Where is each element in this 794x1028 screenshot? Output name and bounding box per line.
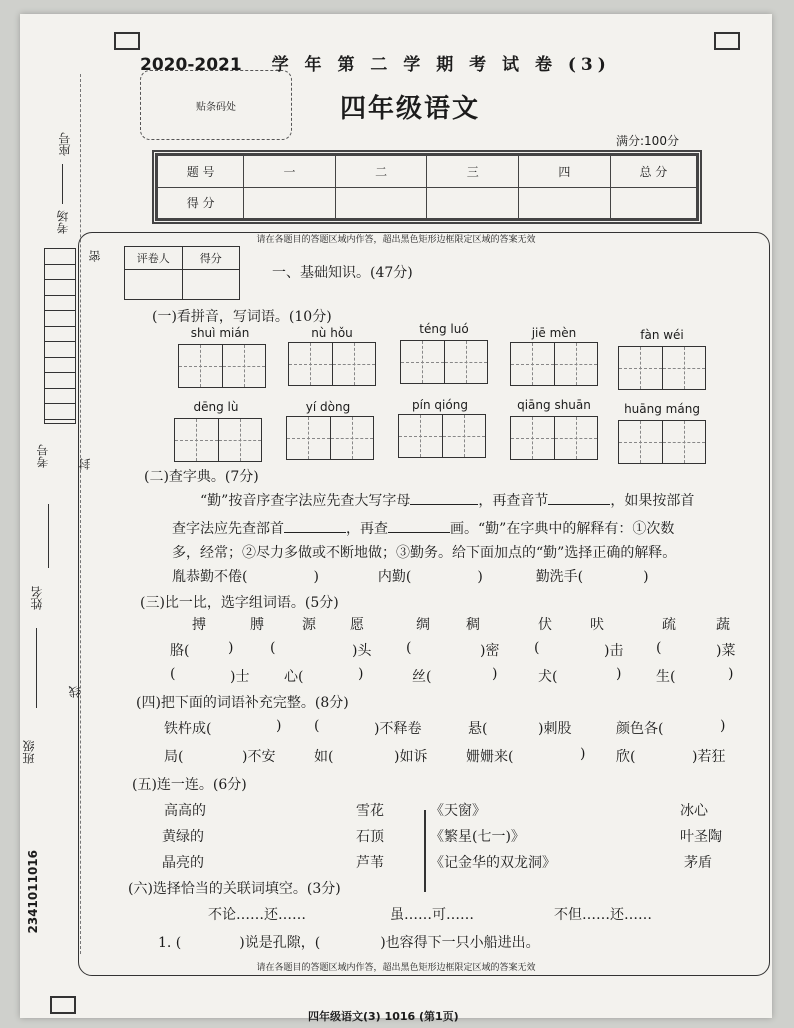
part4-title: (四)把下面的词语补充完整。(8分) — [136, 695, 349, 711]
text: )说是孔隙，( — [239, 935, 321, 951]
match-right[interactable]: 雪花 — [356, 803, 384, 819]
grader-label: 评卷人 — [125, 247, 183, 269]
part5-title: (五)连一连。(6分) — [132, 777, 247, 793]
pinyin: yí dòng — [305, 400, 351, 414]
match-right[interactable]: 石顶 — [356, 829, 384, 845]
notice-bottom: 请在各题目的答题区域内作答，超出黑色矩形边框限定区域的答案无效 — [256, 963, 536, 973]
writing-grid[interactable] — [398, 414, 486, 458]
author-name[interactable]: 茅盾 — [684, 855, 712, 871]
name-line — [36, 628, 37, 708]
seat-line — [62, 164, 63, 204]
text: 查字法应先查部首 — [172, 521, 284, 537]
char-option: 吠 — [590, 617, 604, 633]
part2-title: (二)查字典。(7分) — [144, 469, 259, 485]
word-item: )头 — [352, 643, 372, 659]
score-cell[interactable] — [519, 187, 611, 219]
idiom-item: 铁杵成( — [164, 721, 212, 737]
char-option: 伏 — [538, 617, 552, 633]
text: ，再查音节 — [478, 493, 549, 509]
text: “勤”按音序查字法应先查大写字母 — [200, 493, 411, 509]
score-header-cell: 题 号 — [158, 156, 244, 188]
seal-char-mi: 密 — [88, 250, 102, 262]
exam-name: 学 年 第 二 学 期 考 试 卷 (3) — [271, 55, 611, 75]
word-item: )击 — [604, 643, 624, 659]
class-label: 班级 — [22, 740, 36, 764]
word-item: ( — [170, 666, 176, 682]
idiom-item: 悬( — [468, 721, 488, 737]
word-item: ( — [534, 640, 540, 656]
idiom-item: 颜色各( — [616, 721, 664, 737]
char-option: 绸 — [416, 617, 430, 633]
registration-mark-bottom-left — [50, 996, 76, 1014]
word-item: 心( — [284, 669, 304, 685]
registration-mark-top-right — [714, 32, 740, 50]
word-item: ( — [656, 640, 662, 656]
grader-box — [124, 246, 240, 300]
author-name[interactable]: 叶圣陶 — [680, 829, 722, 845]
question-6-1 — [158, 932, 540, 952]
writing-grid[interactable] — [510, 416, 598, 460]
conjunction-option: 不但……还…… — [554, 907, 652, 923]
pinyin: qiāng shuān — [517, 398, 591, 412]
idiom-item: 欣( — [616, 749, 636, 765]
score-cell[interactable] — [244, 187, 336, 219]
char-option: 膊 — [250, 617, 264, 633]
word-item: ) — [358, 666, 364, 682]
word-item: ) — [228, 640, 234, 656]
idiom-item: )刺股 — [538, 721, 572, 737]
text: 画。“勤”在字典中的解释有：①次数 — [450, 521, 675, 537]
answer-blank[interactable] — [388, 532, 450, 533]
word-item: ( — [270, 640, 276, 656]
idiom-item: 局( — [164, 749, 184, 765]
word-item: ) — [492, 666, 498, 682]
book-title[interactable]: 《记金华的双龙洞》 — [430, 855, 556, 871]
match-divider — [424, 810, 426, 892]
section1-title: 一、基础知识。(47分) — [272, 265, 413, 281]
part1-title: (一)看拼音，写词语。(10分) — [152, 309, 332, 325]
score-row-label: 得 分 — [158, 187, 244, 219]
pinyin: dēng lù — [193, 400, 239, 414]
char-option: 稠 — [466, 617, 480, 633]
word-item: )菜 — [716, 643, 736, 659]
text: ) — [313, 569, 319, 585]
pinyin: téng luó — [419, 322, 469, 336]
seal-char-feng: 封 — [78, 458, 92, 470]
exam-number-boxes[interactable] — [44, 248, 76, 424]
page-footer: 四年级语文(3) 1016 (第1页) — [308, 1010, 459, 1023]
pinyin: shuì mián — [190, 326, 250, 340]
full-score: 满分:100分 — [616, 134, 679, 148]
score-header-cell: 三 — [427, 156, 519, 188]
word-item: 胳( — [170, 643, 190, 659]
barcode-area — [140, 70, 292, 140]
pinyin: jiē mèn — [531, 326, 577, 340]
char-option: 搏 — [192, 617, 206, 633]
school-year: 2020-2021 — [140, 55, 242, 75]
char-option: 源 — [302, 617, 316, 633]
idiom-item: )如诉 — [394, 749, 428, 765]
text: )也容得下一只小船进出。 — [380, 935, 540, 951]
registration-mark-top-left — [114, 32, 140, 50]
notice-top: 请在各题目的答题区域内作答，超出黑色矩形边框限定区域的答案无效 — [256, 235, 536, 245]
writing-grid[interactable] — [400, 340, 488, 384]
char-option: 疏 — [662, 617, 676, 633]
writing-grid[interactable] — [288, 342, 376, 386]
idiom-item: )不释卷 — [374, 721, 422, 737]
part6-title: (六)选择恰当的关联词填空。(3分) — [128, 881, 341, 897]
word-item: )密 — [480, 643, 500, 659]
match-left[interactable]: 晶亮的 — [162, 855, 204, 871]
text: 勤洗手( — [535, 569, 584, 585]
writing-grid[interactable] — [618, 346, 706, 390]
char-option: 愿 — [350, 617, 364, 633]
word-item: 犬( — [538, 669, 558, 685]
idiom-item: )不安 — [242, 749, 276, 765]
conjunction-option: 不论……还…… — [208, 907, 306, 923]
part2-line3: 多，经常；②尽力多做或不断地做；③勤务。给下面加点的“勤”选择正确的解释。 — [172, 545, 677, 561]
word-item: )士 — [230, 669, 250, 685]
room-label: 考场 — [56, 210, 70, 234]
grader-score-label: 得分 — [199, 252, 222, 265]
pinyin: huāng máng — [624, 402, 700, 416]
word-item: ( — [406, 640, 412, 656]
text: 内勤( — [377, 569, 412, 585]
book-title[interactable]: 《繁星(七一)》 — [430, 829, 525, 845]
answer-blank[interactable] — [548, 504, 610, 505]
book-title[interactable]: 《天窗》 — [430, 803, 486, 819]
text: 胤恭勤不倦( — [172, 569, 248, 585]
score-cell[interactable] — [335, 187, 427, 219]
match-left[interactable]: 黄绿的 — [162, 829, 204, 845]
writing-grid[interactable] — [286, 416, 374, 460]
part2-line2 — [172, 518, 674, 538]
idiom-item: ) — [720, 718, 726, 734]
text: ) — [643, 569, 649, 585]
part2-line1 — [200, 490, 694, 510]
idiom-item: ) — [580, 746, 586, 762]
score-header-cell: 四 — [519, 156, 611, 188]
word-item: 生( — [656, 669, 676, 685]
writing-grid[interactable] — [174, 418, 262, 462]
conjunction-option: 虽……可…… — [390, 907, 474, 923]
paper-code: 2341011016 — [26, 850, 40, 934]
idiom-item: ) — [276, 718, 282, 734]
score-header-cell: 二 — [335, 156, 427, 188]
exam-number-label: 考号 — [36, 444, 50, 468]
grader-score-cell[interactable] — [183, 270, 240, 300]
writing-grid[interactable] — [618, 420, 706, 464]
idiom-item: )若狂 — [692, 749, 726, 765]
score-header-cell: 一 — [244, 156, 336, 188]
seal-char-xian: 线 — [68, 686, 82, 698]
idiom-item: ( — [314, 718, 320, 734]
score-header-cell: 总 分 — [610, 156, 696, 188]
part2-words — [172, 566, 649, 586]
page-title: 四年级语文 — [340, 94, 481, 124]
text: ，如果按部首 — [610, 493, 695, 509]
barcode-label: 贴条码处 — [196, 101, 236, 113]
pinyin: pín qióng — [412, 398, 468, 412]
pinyin: nù hǒu — [311, 326, 353, 340]
part3-title: (三)比一比，选字组词语。(5分) — [140, 595, 339, 611]
idiom-item: 如( — [314, 749, 334, 765]
text: ，再查 — [346, 521, 388, 537]
match-right[interactable]: 芦苇 — [356, 855, 384, 871]
exam-page — [20, 14, 772, 1023]
score-table — [152, 150, 702, 224]
score-cell[interactable] — [427, 187, 519, 219]
word-item: ) — [728, 666, 734, 682]
writing-grid[interactable] — [178, 344, 266, 388]
text: ) — [477, 569, 483, 585]
text: 1. ( — [158, 935, 182, 951]
writing-grid[interactable] — [510, 342, 598, 386]
grader-signature-cell[interactable] — [125, 270, 183, 300]
char-option: 蔬 — [716, 617, 730, 633]
exam-number-line — [48, 504, 49, 568]
idiom-item: 姗姗来( — [466, 749, 514, 765]
answer-blank[interactable] — [284, 532, 346, 533]
word-item: 丝( — [412, 669, 432, 685]
seat-label: 座号 — [58, 132, 72, 156]
name-label: 姓名 — [30, 586, 44, 610]
score-cell[interactable] — [610, 187, 696, 219]
word-item: ) — [616, 666, 622, 682]
pinyin: fàn wéi — [640, 328, 684, 342]
answer-blank[interactable] — [410, 504, 478, 505]
author-name[interactable]: 冰心 — [680, 803, 708, 819]
match-left[interactable]: 高高的 — [164, 803, 206, 819]
